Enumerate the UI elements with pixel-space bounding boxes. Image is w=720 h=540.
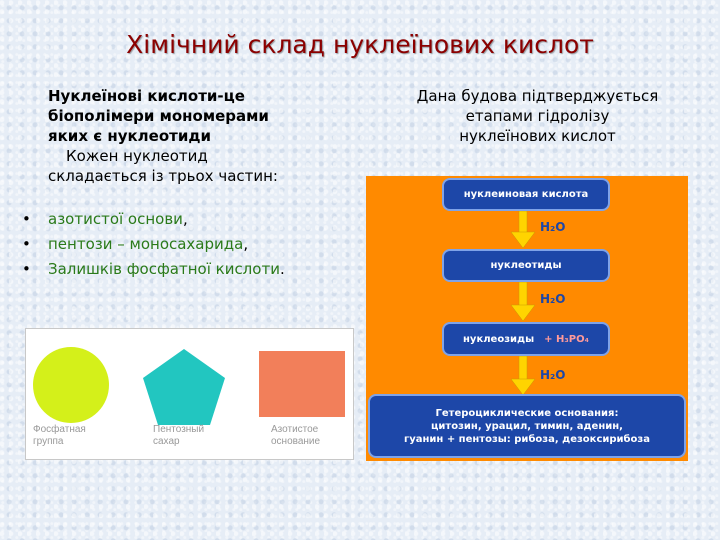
list-item [22,207,362,232]
flow-box-nucleotides: нуклеотиды [442,249,610,282]
definition-text [48,86,358,186]
pentose-caption [153,424,204,448]
bullet-icon: • [22,210,31,228]
component-name: Залишків фосфатної кислоти [48,260,280,278]
bullet-icon: • [22,260,31,278]
water-label: H₂O [540,368,566,382]
phosphate-circle [33,347,109,423]
list-item [22,257,362,282]
products-line: гуанин + пентозы: рибоза, дезоксирибоза [404,433,650,445]
punctuation: , [182,210,188,228]
water-label: H₂O [540,292,566,306]
flow-box-nucleosides [442,322,610,356]
component-name: пентози – моносахарида [48,235,244,253]
caption-line: группа [33,436,64,447]
punctuation: , [243,235,249,253]
arrow-shaft [519,356,527,380]
definition-line: біополімери мономерами [48,107,269,125]
arrow-shaft [519,282,527,306]
nucleotide-diagram [25,328,354,460]
hydrolysis-line: Дана будова підтверджується [416,87,659,105]
arrow-shaft [519,211,527,233]
caption-line: основание [271,436,321,447]
caption-line: Фосфатная [33,424,86,435]
bullet-icon: • [22,235,31,253]
arrow-head [511,379,535,395]
products-line: цитозин, урацил, тимин, аденин, [431,420,623,432]
definition-line: Нуклеїнові кислоти-це [48,87,245,105]
base-caption [271,424,320,448]
composition-line: складається із трьох частин: [48,167,278,185]
component-name: азотистої основи [48,210,183,228]
hydrolysis-flow-panel [366,176,688,461]
component-list [22,207,362,282]
base-rectangle [259,351,345,417]
hydrolysis-line: етапами гідролізу [465,107,610,125]
caption-line: сахар [153,436,180,447]
hydrolysis-line: нуклеїнових кислот [459,127,616,145]
flow-box-products [368,394,686,458]
caption-line: Пентозный [153,424,205,435]
products-line: Гетероциклические основания: [435,407,619,419]
phosphate-caption [33,424,86,448]
nucleosides-text: нуклеозиды [463,333,535,345]
flow-box-nucleic-acid: нуклеиновая кислота [442,178,610,211]
slide-title: Хімічний склад нуклеїнових кислот [126,30,594,59]
punctuation: . [279,260,285,278]
definition-line: яких є нуклеотиди [48,127,211,145]
composition-line: Кожен нуклеотид [66,147,208,165]
phosphoric-acid-text: + H₃PO₄ [544,333,589,345]
list-item [22,232,362,257]
arrow-head [511,305,535,321]
water-label: H₂O [540,220,566,234]
pentose-pentagon [143,349,225,425]
arrow-head [511,232,535,248]
caption-line: Азотистое [271,424,319,435]
hydrolysis-text [375,86,700,146]
